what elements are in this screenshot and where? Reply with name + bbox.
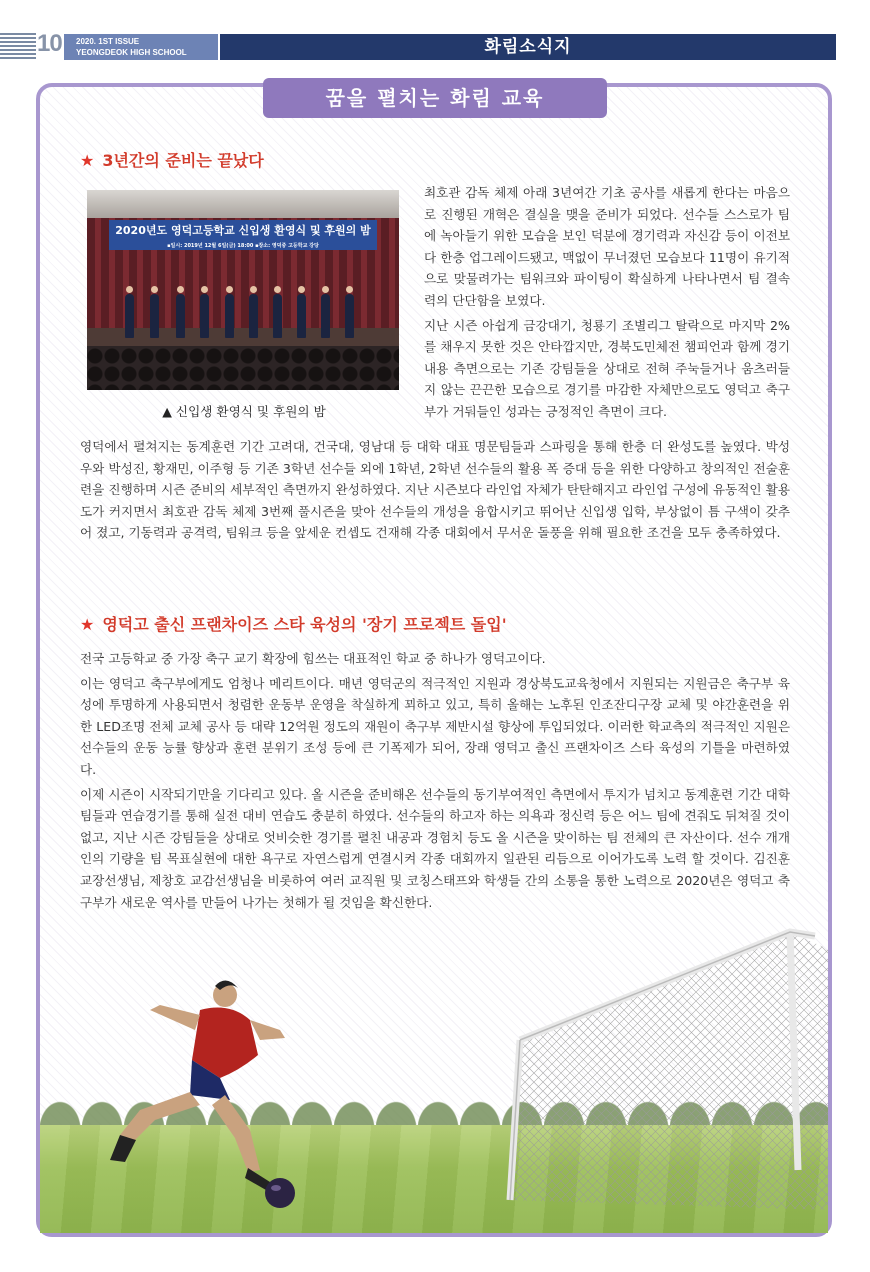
section1-full-text (80, 436, 790, 547)
photo-banner-sub: ▪일시: 2019년 12월 6일(금) 18:00 ▪장소: 영덕중 고등학교 강당 (167, 243, 319, 249)
photo-person (150, 294, 159, 338)
photo-person (125, 294, 134, 338)
section1-heading-text: 3년간의 준비는 끝났다 (102, 151, 264, 170)
photo-banner-text: 2020년도 영덕고등학교 신입생 환영식 및 후원의 밤 (115, 224, 371, 237)
star-icon: ★ (80, 151, 95, 170)
section2-heading-text: 영덕고 출신 프랜차이즈 스타 육성의 '장기 프로젝트 돌입' (102, 615, 507, 634)
photo-person (249, 294, 258, 338)
header-stripes (0, 33, 36, 61)
paragraph: 최호관 감독 체제 아래 3년여간 기초 공사를 새롭게 한다는 마음으로 진행된 개혁은 결실을 맺을 준비가 되었다. 선수들 스스로가 팀에 녹아들기 위한 모습을 보인 덕분에 경기력과 자신감 등이 이전보다 한층 업그레이드됐고, 맥없이 무너졌던 모습보다 11명이 유기적으로 맞물려가는 팀워크와 파이팅이 확실하게 나타나면서 팀 결속력의 단단함을 보였다. (424, 185, 790, 308)
paragraph: 영덕에서 펼쳐지는 동계훈련 기간 고려대, 건국대, 영남대 등 대학 대표 명문팀들과 스파링을 통해 한층 더 완성도를 높였다. 박성우와 박성진, 황재민, 이주형 등 기존 3학년 선수들 외에 1학년, 2학년 선수들의 활용 폭 증대 등을 위한 다양하고 창의적인 전술훈련을 진행하며 시즌 준비의 세부적인 측면까지 완성하였다. 지난 시즌보다 라인업 자체가 탄탄해지고 라인업 구성에 유동적인 활용도가 커지면서 최호관 감독 체제 3번째 풀시즌을 맞아 선수들의 개성을 융합시키고 뛰어난 신입생 입학, 부상없이 틈 구색이 갖추어 졌고, 기동력과 공격력, 팀워크 등을 앞세운 컨셉도 건재해 각종 대회에서 무서운 돌풍을 위해 필요한 조건을 모두 충족하였다. (80, 439, 790, 541)
box-title: 꿈을 펼치는 화림 교육 (263, 78, 607, 118)
soccer-goal-icon (480, 920, 828, 1210)
photo-person (345, 294, 354, 338)
section1-right-text (424, 182, 790, 426)
issue-line: 2020. 1ST ISSUE (76, 37, 140, 46)
school-line: YEONGDEOK HIGH SCHOOL (76, 48, 187, 57)
photo-person (200, 294, 209, 338)
section-title: 화림소식지 (220, 34, 836, 60)
section1-heading (80, 148, 264, 171)
paragraph: 이제 시즌이 시작되기만을 기다리고 있다. 올 시즌을 준비해온 선수들의 동기부여적인 측면에서 투지가 넘치고 동계훈련 기간 대학팀들과 연습경기를 통해 실전 대비 연습도 충분히 하였다. 선수들의 하고자 하는 의욕과 정신력 등은 어느 팀에 견줘도 뒤쳐질 것이 없고, 지난 시즌 강팀들을 상대로 엇비슷한 경기를 펼친 내공과 경험치 등도 올 시즌을 맞이하는 팀 전체의 큰 자산이다. 선수 개개인의 기량을 팀 목표실현에 대한 욕구로 자연스럽게 연결시켜 각종 대회까지 일관된 리듬으로 이어가도록 노력 할 것이다. 김진훈 교장선생님, 제창호 교감선생님을 비롯하여 여러 교직원 및 코칭스태프와 학생들 간의 소통을 통한 노력으로 2020년은 영덕고 축구부가 새로운 역사를 만들어 나가는 첫해가 될 것임을 확신한다. (80, 786, 790, 910)
photo-audience (87, 346, 399, 390)
event-photo-figure (87, 190, 401, 425)
photo-person (176, 294, 185, 338)
photo-person (321, 294, 330, 338)
paragraph: 이는 영덕고 축구부에게도 엄청나 메리트이다. 매년 영덕군의 적극적인 지원과 경상북도교육청에서 지원되는 지원금은 축구부 육성에 투명하게 사용되면서 청렴한 운동부 운영을 착실하게 꾀하고 있고, 특히 올해는 노후된 인조잔디구장 교체 및 야간훈련을 위한 LED조명 전체 교체 공사 등 대략 12억원 정도의 재원이 축구부 제반시설 향상에 투입되었다. 이러한 학교측의 적극적인 지원은 선수들의 운동 능률 향상과 훈련 분위기 조성 등에 큰 기폭제가 되어, 장래 영덕고 출신 프랜차이즈 스타 육성의 기틀을 마련하였다. (80, 675, 790, 777)
paragraph: 지난 시즌 아쉽게 금강대기, 청룡기 조별리그 탈락으로 마지막 2%를 채우지 못한 것은 안타깝지만, 경북도민체전 챔피언과 함께 경기 내용 측면으로는 기존 강팀들을 상대로 전혀 주눅들거나 움츠러들지 않는 끈끈한 모습으로 경기를 마감한 자체만으로도 영덕고 축구부가 거둬들인 성과는 긍정적인 측면이 크다. (424, 317, 790, 419)
photo-ceiling (87, 190, 399, 218)
photo-person (297, 294, 306, 338)
paragraph: 전국 고등학교 중 가장 축구 교기 확장에 힘쓰는 대표적인 학교 중 하나가 영덕고이다. (80, 651, 546, 666)
photo-person (273, 294, 282, 338)
photo-banner (109, 220, 377, 250)
issue-label (64, 34, 218, 60)
page-number: 10 (37, 30, 62, 57)
event-photo (87, 190, 399, 390)
photo-caption: ▲ 신입생 환영식 및 후원의 밤 (162, 404, 326, 419)
photo-person (225, 294, 234, 338)
soccer-player-icon (80, 960, 300, 1220)
section2-text (80, 648, 790, 916)
soccer-illustration (40, 920, 828, 1233)
star-icon: ★ (80, 615, 95, 634)
section2-heading (80, 612, 507, 635)
